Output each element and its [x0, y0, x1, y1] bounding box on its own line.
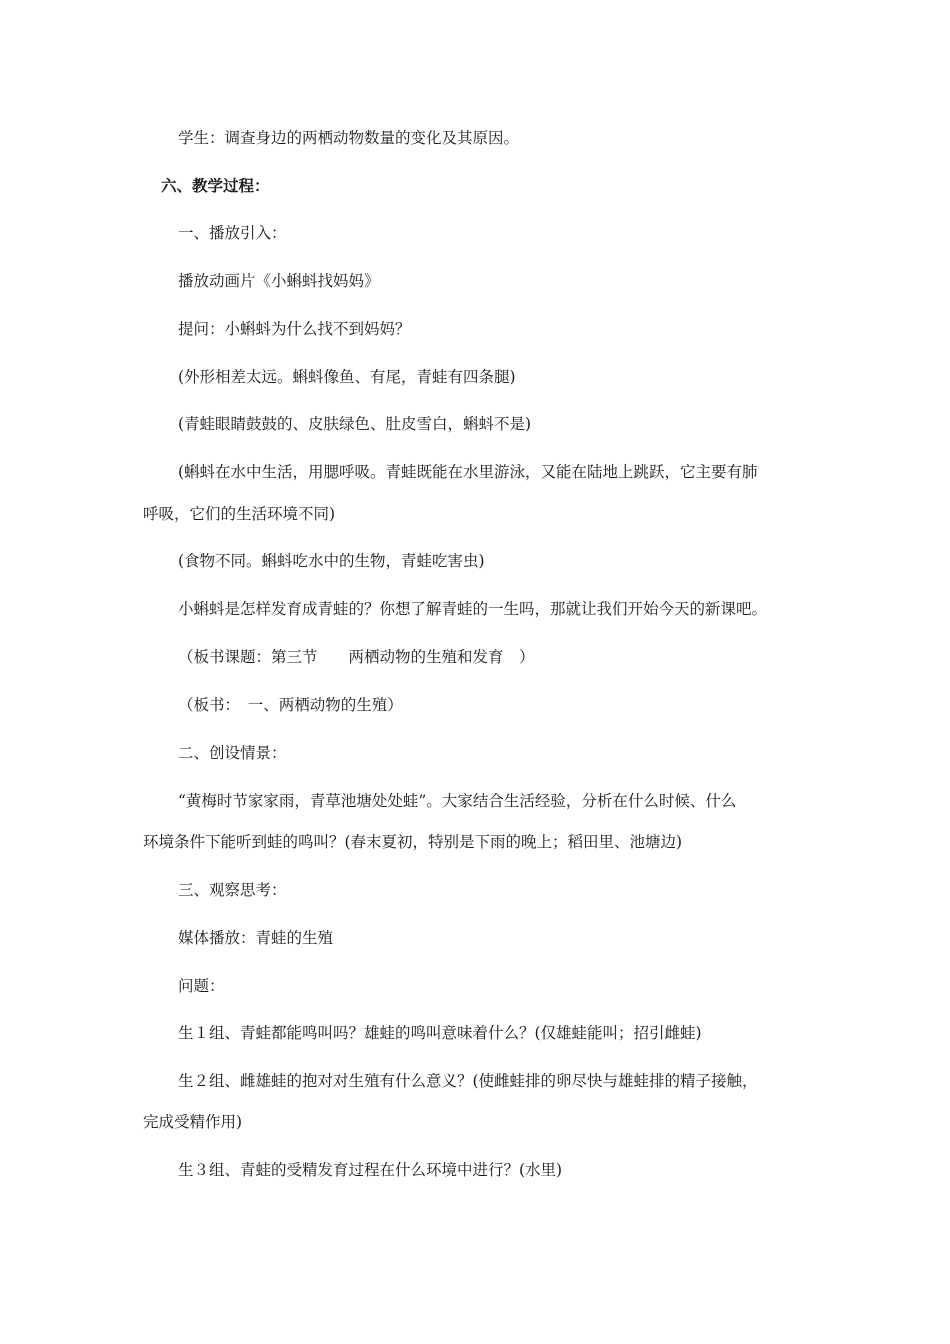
paragraph-poem-line2: 环境条件下能听到蛙的鸣叫？(春末夏初，特别是下雨的晚上；稻田里、池塘边)	[143, 833, 683, 851]
answer-features: (青蛙眼睛鼓鼓的、皮肤绿色、肚皮雪白，蝌蚪不是)	[178, 415, 532, 433]
paragraph-poem-line1: “黄梅时节家家雨，青草池塘处处蛙”。大家结合生活经验，分析在什么时候、什么	[178, 792, 737, 810]
answer-habitat-line2: 呼吸，它们的生活环境不同)	[143, 505, 336, 523]
paragraph-media-play: 媒体播放：青蛙的生殖	[178, 929, 334, 947]
answer-appearance: (外形相差太远。蝌蚪像鱼、有尾，青蛙有四条腿)	[178, 368, 516, 386]
paragraph-questions-label: 问题：	[178, 977, 225, 995]
board-title: （板书课题：第三节 两栖动物的生殖和发育 ）	[178, 648, 535, 666]
paragraph-transition: 小蝌蚪是怎样发育成青蛙的？你想了解青蛙的一生吗，那就让我们开始今天的新课吧。	[178, 600, 768, 618]
subheading-introduction: 一、播放引入：	[178, 224, 287, 242]
answer-food: (食物不同。蝌蚪吃水中的生物，青蛙吃害虫)	[178, 552, 485, 570]
paragraph-play-animation: 播放动画片《小蝌蚪找妈妈》	[178, 272, 380, 290]
question-group-2-line1: 生２组、雌雄蛙的抱对对生殖有什么意义？(使雌蛙排的卵尽快与雄蛙排的精子接触，	[178, 1072, 758, 1090]
subheading-observation: 三、观察思考：	[178, 881, 287, 899]
question-group-3: 生３组、青蛙的受精发育过程在什么环境中进行？(水里)	[178, 1161, 563, 1179]
subheading-scenario: 二、创设情景：	[178, 744, 287, 762]
question-group-2-line2: 完成受精作用)	[143, 1113, 243, 1131]
section-heading-teaching-process: 六、教学过程：	[161, 176, 270, 195]
paragraph-question: 提问：小蝌蚪为什么找不到妈妈？	[178, 320, 411, 338]
question-group-1: 生１组、青蛙都能鸣叫吗？雄蛙的鸣叫意味着什么？(仅雄蛙能叫；招引雌蛙)	[178, 1024, 702, 1042]
paragraph-student-task: 学生：调查身边的两栖动物数量的变化及其原因。	[178, 129, 520, 147]
board-subtitle: （板书： 一、两栖动物的生殖）	[178, 696, 403, 714]
answer-habitat-line1: (蝌蚪在水中生活，用腮呼吸。青蛙既能在水里游泳，又能在陆地上跳跃，它主要有肺	[178, 463, 758, 481]
